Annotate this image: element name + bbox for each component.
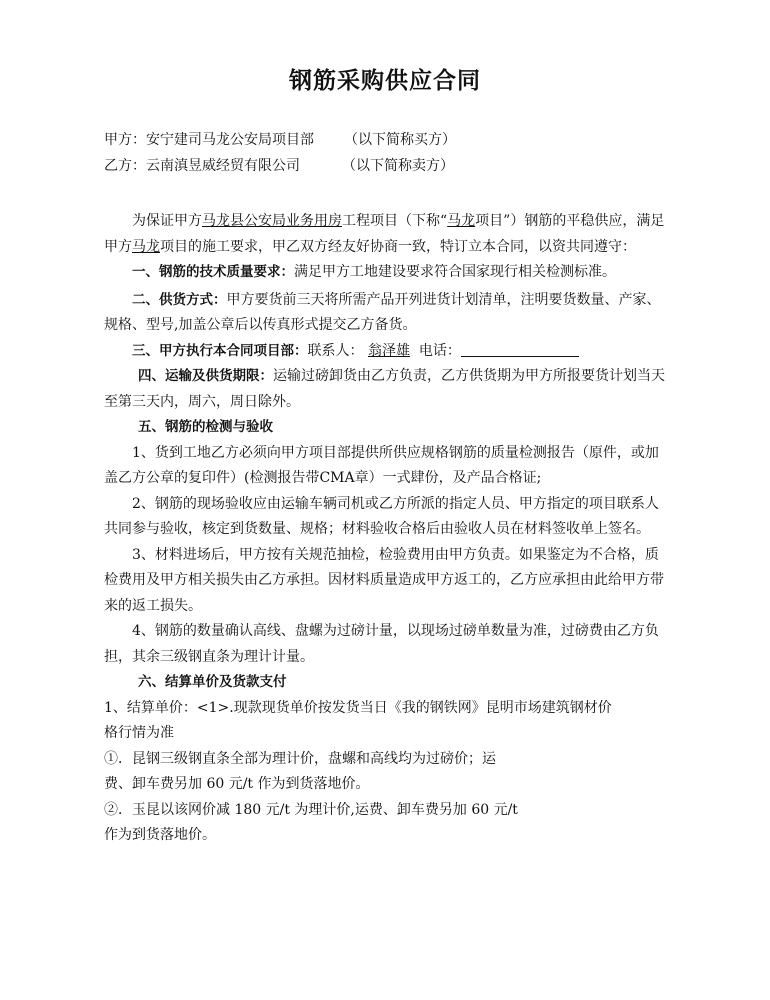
price-item-1: <1>.现款现货单价按发货当日《我的钢铁网》昆明市场建筑钢材价 [196,699,612,716]
price-sub-2: ②．玉昆以该网价减 180 元/t 为理计价,运费、卸车费另加 60 元/t [104,801,518,818]
section-4-heading: 四、运输及供货期限： [138,368,273,384]
party-b-note: （以下简称卖方） [342,157,454,174]
section-5-heading-line [104,415,670,441]
section-2-body: 甲方要货前三天将所需产品开列进货计划清单，注明要货数量、产家、规格、型号,加盖公章后以传真形式提交乙方备货。 [104,291,661,333]
intro-text-2: 工程项目（下称“ [342,213,448,229]
section-1 [104,260,670,286]
contact-name: 翁泽雄 [367,342,410,359]
section-5-heading: 五、钢筋的检测与验收 [138,419,273,435]
phone-blank [461,342,579,357]
section-3 [104,339,670,365]
contact-label: 联系人： [307,342,364,359]
section-5-item-3: 3、材料进场后，甲方按有关规范抽检，检验费用由甲方负责。如果鉴定为不合格，质检费用及甲方相关损失由乙方承担。因材料质量造成甲方返工的，乙方应承担由此给甲方带来的返工损失。 [104,546,664,614]
price-line-1-cont: 格行情为准 [104,725,174,741]
section-6-heading: 六、结算单价及货款支付 [138,674,287,690]
party-a-name: 安宁建司马龙公安局项目部 [146,132,314,148]
section-2 [104,288,670,339]
party-b-label: 乙方： [104,157,146,174]
intro-text-1: 为保证甲方 [132,213,202,229]
section-5-item-4: 4、钢筋的数量确认高线、盘螺为过磅计量，以现场过磅单数量为准，过磅费由乙方负担，其余三级钢直条为理计计量。 [104,623,659,665]
section-5-item-1: 1、货到工地乙方必须向甲方项目部提供所供应规格钢筋的质量检测报告（原件，或加盖乙方公章的复印件）(检测报告带CMA章）一式肆份，及产品合格证; [104,444,659,486]
project-short-2: 马龙 [132,238,160,255]
intro-paragraph [104,209,670,260]
intro-text-4: 项目的施工要求，甲乙双方经友好协商一致，特订立本合同，以资共同遵守： [160,238,636,255]
section-4-body: 运输过磅卸货由乙方负责，乙方供货期为甲方所报要货计划当天至第三天内，周六，周日除外。 [104,368,665,410]
price-line-1 [104,696,670,722]
section-5-item-2: 2、钢筋的现场验收应由运输车辆司机或乙方所派的指定人员、甲方指定的项目联系人共同参与验收，核定到货数量、规格；材料验收合格后由验收人员在材料签收单上签名。 [104,495,659,537]
intro-text-3: 项目”）钢筋的平稳供应，满足甲方 [104,213,665,255]
price-sub-2-cont: 作为到货落地价。 [104,827,216,843]
party-a-note: （以下简称买方） [344,132,456,148]
project-short-1: 马龙 [447,213,476,229]
price-sub-1: ①．昆钢三级钢直条全部为理计价，盘螺和高线均为过磅价；运 [104,750,496,767]
party-b-line [104,154,670,180]
section-3-heading: 三、甲方执行本合同项目部： [132,342,308,359]
contract-title: 钢筋采购供应合同 [289,68,481,94]
phone-label: 电话： [418,342,461,359]
section-1-heading: 一、钢筋的技术质量要求： [132,264,294,280]
section-2-heading: 二、供货方式： [132,291,227,308]
contract-body [104,128,670,849]
section-4 [104,364,670,415]
party-a-label: 甲方： [104,132,146,148]
price-sub-1-cont: 费、卸车费另加 60 元/t 作为到货落地价。 [104,776,370,792]
price-label: 1、结算单价： [104,699,197,716]
project-name: 马龙县公安局业务用房 [202,213,342,229]
section-6-heading-line [104,670,670,696]
party-a-line [104,128,670,154]
section-1-body: 满足甲方工地建设要求符合国家现行相关检测标准。 [294,264,616,280]
party-b-name: 云南滇昱威经贸有限公司 [146,157,300,174]
